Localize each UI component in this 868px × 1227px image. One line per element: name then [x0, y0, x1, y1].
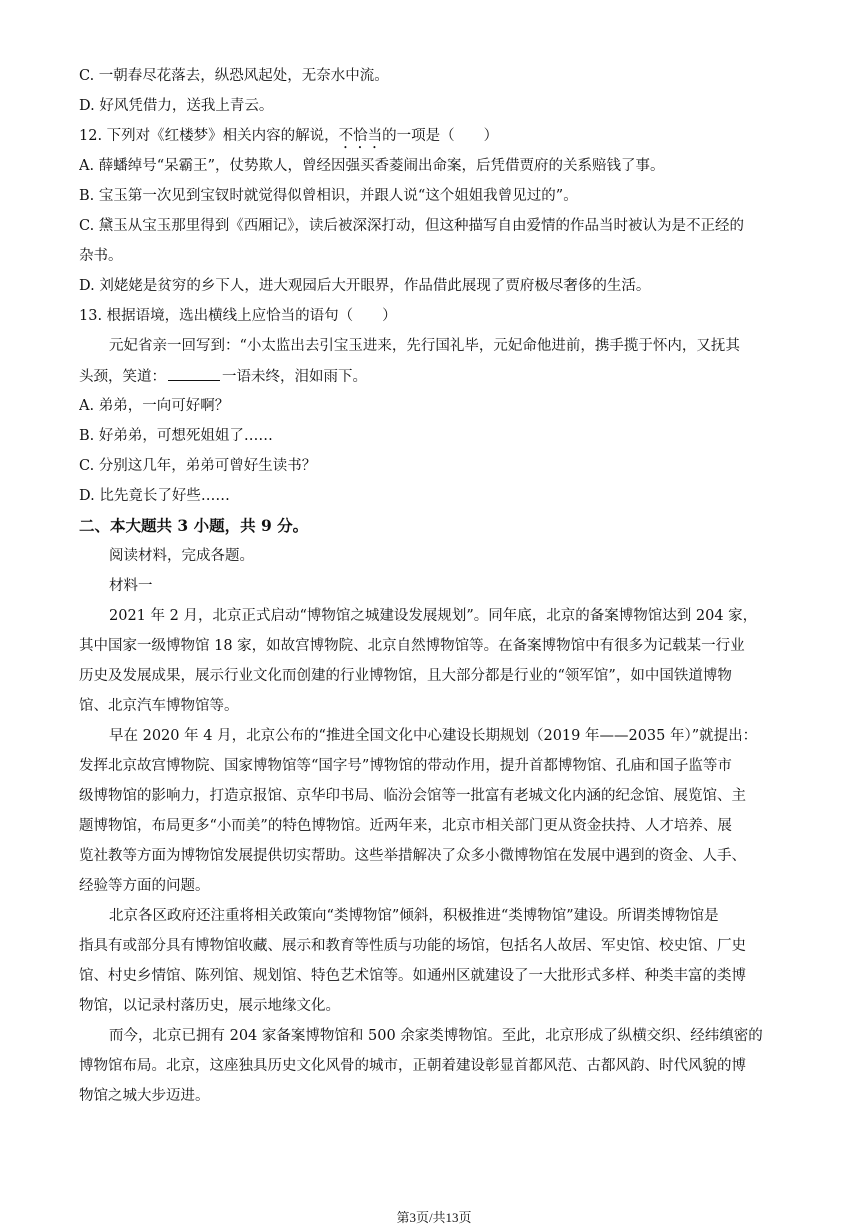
- q12-option-d: D. 刘姥姥是贫穷的乡下人，进大观园后大开眼界，作品借此展现了贾府极尽奢侈的生活。: [79, 278, 651, 294]
- paragraph1-line: 历史及发展成果，展示行业文化而创建的行业博物馆，且大部分都是行业的“领军馆”，如中国铁道博物: [79, 668, 732, 684]
- paragraph3-line: 北京各区政府还注重将相关政策向“类博物馆”倾斜，积极推进“类博物馆”建设。所谓类博物馆是: [109, 908, 719, 924]
- q11-option-d: D. 好风凭借力，送我上青云。: [79, 98, 274, 114]
- paragraph2-line: 级博物馆的影响力，打造京报馆、京华印书局、临汾会馆等一批富有老城文化内涵的纪念馆、展览馆、主: [79, 788, 746, 804]
- q12-option-a: A. 薛蟠绰号“呆霸王”，仗势欺人，曾经因强买香菱闹出命案，后凭借贾府的关系赔钱了事。: [79, 158, 665, 174]
- q13-passage-tail: 一语未终，泪如雨下。: [222, 369, 367, 385]
- paragraph1-line: 2021 年 2 月，北京正式启动“博物馆之城建设发展规划”。同年底，北京的备案博物馆达到 204 家，: [109, 608, 758, 624]
- q13-passage-lead: 头颈，笑道：: [79, 369, 166, 385]
- paragraph1-line: 馆、北京汽车博物馆等。: [79, 698, 239, 714]
- paragraph4-line: 博物馆布局。北京，这座独具历史文化风骨的城市，正朝着建设彰显首都风范、古都风韵、时代风貌的博: [79, 1058, 746, 1074]
- paragraph3-line: 指具有或部分具有博物馆收藏、展示和教育等性质与功能的场馆，包括名人故居、军史馆、校史馆、厂史: [79, 938, 746, 954]
- paragraph2-line: 题博物馆，布局更多“小而美”的特色博物馆。近两年来，北京市相关部门更从资金扶持、人才培养、展: [79, 818, 732, 834]
- q13-passage-line2: [79, 366, 791, 387]
- q13-passage-line1: 元妃省亲一回写到：“小太监出去引宝玉进来，先行国礼毕，元妃命他进前，携手揽于怀内，又抚其: [109, 338, 740, 354]
- q13-stem: 13. 根据语境，选出横线上应恰当的语句（ ）: [79, 308, 397, 324]
- page-number: 第3页/共13页: [396, 1210, 472, 1225]
- q11-option-c: C. 一朝春尽花落去，纵恐风起处，无奈水中流。: [79, 68, 389, 84]
- material-label: 材料一: [109, 578, 153, 594]
- paragraph2-line: 览社教等方面为博物馆发展提供切实帮助。这些举措解决了众多小微博物馆在发展中遇到的资金、人手、: [79, 848, 746, 864]
- paragraph2-line: 发挥北京故宫博物院、国家博物馆等“国字号”博物馆的带动作用，提升首都博物馆、孔庙和国子监等市: [79, 758, 732, 774]
- q13-option-b: B. 好弟弟，可想死姐姐了……: [79, 428, 273, 444]
- section-heading: 二、本大题共 3 小题，共 9 分。: [79, 516, 309, 535]
- paragraph4-line: 物馆之城大步迈进。: [79, 1088, 210, 1104]
- q12-stem-text: 12. 下列对《红楼梦》相关内容的解说，: [79, 128, 339, 144]
- q12-stem: [79, 126, 791, 152]
- q12-option-c-line2: 杂书。: [79, 248, 123, 264]
- q13-option-c: C. 分别这几年，弟弟可曾好生读书？: [79, 458, 317, 474]
- paragraph3-line: 馆、村史乡情馆、陈列馆、规划馆、特色艺术馆等。如通州区就建设了一大批形式多样、种类丰富的类博: [79, 968, 746, 984]
- paragraph2-line: 早在 2020 年 4 月，北京公布的“推进全国文化中心建设长期规划（2019 年——2035 年）”就提出：: [109, 728, 758, 744]
- q12-option-c-line1: C. 黛玉从宝玉那里得到《西厢记》，读后被深深打动，但这种描写自由爱情的作品当时被认为是不正经的: [79, 218, 745, 234]
- q12-stem-tail: 的一项是（ ）: [382, 128, 499, 144]
- q12-option-b: B. 宝玉第一次见到宝钗时就觉得似曾相识，并跟人说“这个姐姐我曾见过的”。: [79, 188, 578, 204]
- paragraph4-line: 而今，北京已拥有 204 家备案博物馆和 500 余家类博物馆。至此，北京形成了纵横交织、经纬缜密的: [109, 1028, 763, 1044]
- q12-emphasis-text: 不恰当: [338, 128, 383, 144]
- paragraph1-line: 其中国家一级博物馆 18 家，如故宫博物院、北京自然博物馆等。在备案博物馆中有很多为记载某一行业: [79, 638, 745, 654]
- paragraph2-line: 经验等方面的问题。: [79, 878, 210, 894]
- q13-option-d: D. 比先竟长了好些……: [79, 488, 230, 504]
- q13-option-a: A. 弟弟，一向可好啊？: [79, 398, 230, 414]
- section-instruction: 阅读材料，完成各题。: [109, 548, 254, 564]
- answer-blank: [168, 366, 220, 381]
- paragraph3-line: 物馆，以记录村落历史，展示地缘文化。: [79, 998, 340, 1014]
